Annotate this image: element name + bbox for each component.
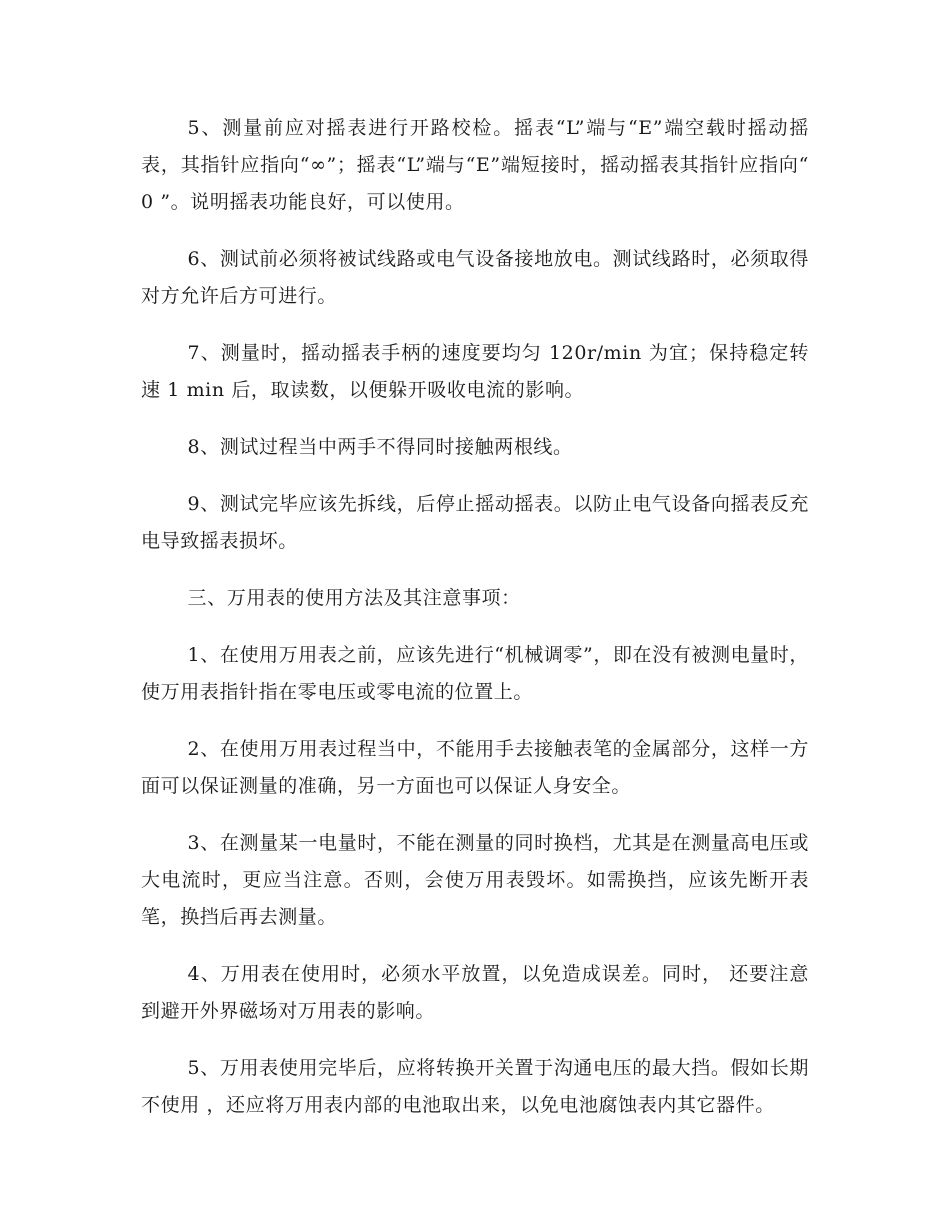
paragraph-multimeter-zeroing: 1、在使用万用表之前，应该先进行“机械调零”，即在没有被测电量时，使万用表指针指在零电压或零电流的位置上。: [141, 644, 809, 703]
document-body: [141, 110, 809, 1144]
paragraph-multimeter-probe-safety: 2、在使用万用表过程当中，不能用手去接触表笔的金属部分，这样一方面可以保证测量的准确，另一方面也可以保证人身安全。: [141, 738, 809, 797]
paragraph-megger-open-circuit-check: 5、测量前应对摇表进行开路校检。摇表“L”端与“E”端空载时摇动摇表，其指针应指向“∞”；摇表“L”端与“E”端短接时，摇动摇表其指针应指向“ 0 ”。说明摇表功能良好，可以使用。: [141, 117, 809, 213]
paragraph-multimeter-range-switch: 3、在测量某一电量时，不能在测量的同时换档，尤其是在测量高电压或大电流时，更应当注意。否则，会使万用表毁坏。如需换挡，应该先断开表笔，换挡后再去测量。: [141, 832, 809, 928]
paragraph-megger-disconnect-order: 9、测试完毕应该先拆线，后停止摇动摇表。以防止电气设备向摇表反充电导致摇表损坏。: [141, 493, 809, 552]
paragraph-multimeter-horizontal-placement: 4、万用表在使用时，必须水平放置，以免造成误差。同时， 还要注意到避开外界磁场对万用表的影响。: [141, 963, 809, 1022]
paragraph-megger-hands-caution: 8、测试过程当中两手不得同时接触两根线。: [187, 436, 573, 458]
paragraph-multimeter-storage: 5、万用表使用完毕后，应将转换开关置于沟通电压的最大挡。假如长期不使用 ，还应将万用表内部的电池取出来，以免电池腐蚀表内其它器件。: [141, 1057, 809, 1116]
section-heading-multimeter: 三、万用表的使用方法及其注意事项：: [187, 587, 521, 609]
paragraph-megger-crank-speed: 7、测量时，摇动摇表手柄的速度要均匀 120r/min 为宜；保持稳定转速 1 min 后，取读数，以便躲开吸收电流的影响。: [141, 342, 809, 401]
paragraph-megger-grounding-discharge: 6、测试前必须将被试线路或电气设备接地放电。测试线路时，必须取得对方允许后方可进行。: [141, 248, 809, 307]
